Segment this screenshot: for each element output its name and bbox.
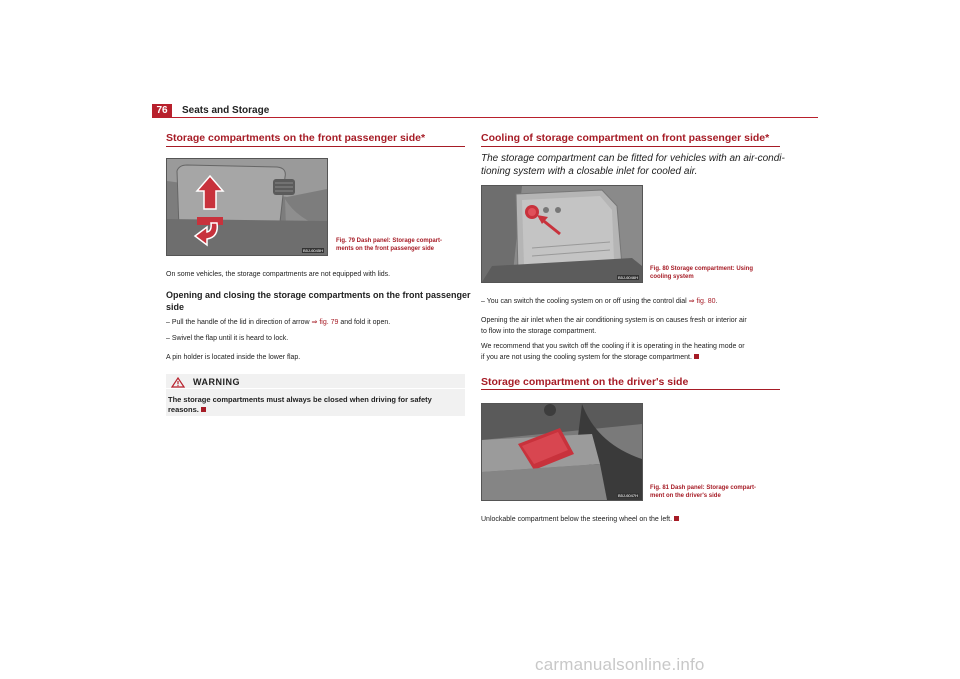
driver-storage-text: Unlockable compartment below the steering wheel on the left. [481,515,679,525]
warning-title: WARNING [193,377,240,387]
heading-passenger-storage: Storage compartments on the front passenger side* [166,132,426,144]
cooling-intro-2: tioning system with a closable inlet for cooled air. [481,166,698,177]
fig-79-link[interactable]: ⇒ fig. 79 [311,319,339,326]
end-mark-icon [674,516,679,521]
section-title: Seats and Storage [182,105,270,116]
heading-rule [481,146,780,147]
subheading-opening-1: Opening and closing the storage compartments on the front passenger [166,290,471,300]
fig-79-caption-2: ments on the front passenger side [336,246,435,252]
step-swivel-flap: – Swivel the flap until it is heard to lock. [166,335,289,342]
heading-rule [481,389,780,390]
step-text-end: . [715,298,718,305]
fig-79-image [166,158,328,256]
page-number: 76 [152,104,172,118]
fig-81-image [481,403,643,501]
subheading-opening-2: side [166,302,185,312]
warning-line-2: reasons. [168,405,460,415]
fig-81-caption-1: Fig. 81 Dash panel: Storage compart- [650,485,757,491]
fig-code: B5J-6047H [617,493,638,498]
intro-text: On some vehicles, the storage compartments are not equipped with lids. [166,271,391,278]
fig-81-caption-2: ment on the driver's side [650,493,721,499]
end-mark-icon [694,354,699,359]
fig-80-image [481,185,643,283]
pin-holder-text: A pin holder is located inside the lower flap. [166,354,301,361]
cooling-intro-1: The storage compartment can be fitted for vehicles with an air-condi- [481,153,785,164]
step-text: – You can switch the cooling system on or off using the control dial [481,298,689,305]
para-air-inlet-2: to flow into the storage compartment. [481,328,597,335]
fig-code: B5J-6045H [302,248,323,253]
driver-storage-illustration [482,404,642,500]
para-recommend-2: if you are not using the cooling system for the storage compartment. [481,353,699,363]
dash-panel-illustration [167,159,327,255]
watermark: carmanualsonline.info [535,655,705,674]
end-mark-icon [201,407,206,412]
warning-text [168,395,460,415]
fig-code: B5J-6046H [617,275,638,280]
cooling-compartment-illustration [482,186,642,282]
step-text-end: and fold it open. [338,319,391,326]
fig-80-caption-2: cooling system [650,274,694,280]
para-air-inlet-1: Opening the air inlet when the air conditioning system is on causes fresh or interior air [481,317,747,324]
warning-triangle-icon [171,377,185,388]
fig-80-caption-1: Fig. 80 Storage compartment: Using [650,266,754,272]
warning-line-1: The storage compartments must always be closed when driving for safety [168,395,432,404]
step-pull-handle [166,318,390,328]
step-control-dial [481,297,718,307]
para-recommend-1: We recommend that you switch off the cooling if it is operating in the heating mode or [481,343,745,350]
step-text: – Pull the handle of the lid in direction of arrow [166,319,312,326]
fig-80-link[interactable]: ⇒ fig. 80 [688,298,716,305]
header-rule [172,117,818,118]
fig-79-caption-1: Fig. 79 Dash panel: Storage compart- [336,238,443,244]
heading-rule [166,146,465,147]
heading-cooling: Cooling of storage compartment on front passenger side* [481,132,770,144]
heading-driver-storage: Storage compartment on the driver's side [481,376,689,388]
